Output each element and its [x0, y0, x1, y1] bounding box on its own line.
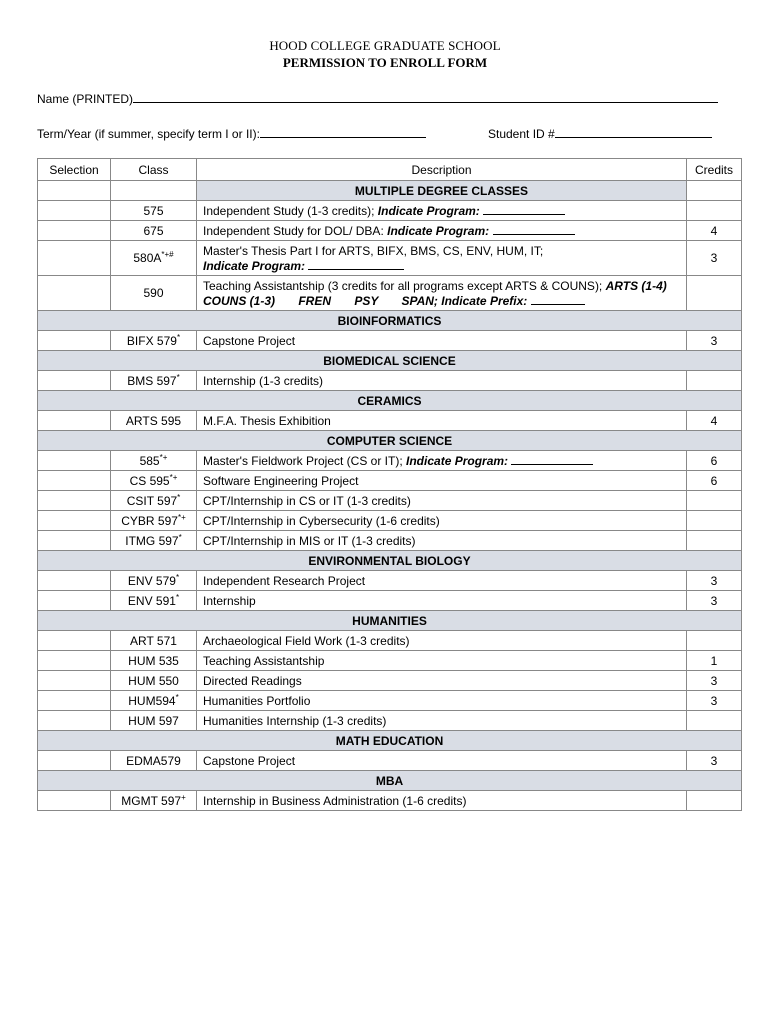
table-row: [38, 691, 742, 711]
credits-cell: 3: [687, 591, 742, 611]
class-cell: [111, 531, 197, 551]
credits-cell: 3: [687, 671, 742, 691]
selection-cell[interactable]: [38, 276, 111, 311]
class-code: HUM 597: [128, 713, 179, 728]
table-row: [38, 711, 742, 731]
name-field-row: [37, 90, 718, 106]
description-cell: [197, 571, 687, 591]
description-text: Archaeological Field Work (1-3 credits): [203, 633, 410, 648]
class-cell: [111, 241, 197, 276]
header-description: Description: [197, 159, 687, 181]
credits-cell: [687, 371, 742, 391]
class-footnote-mark: *: [175, 692, 179, 702]
program-blank-line[interactable]: [493, 223, 575, 235]
description-text: Capstone Project: [203, 333, 296, 348]
description-cell: [197, 711, 687, 731]
table-row: [38, 201, 742, 221]
table-row: [38, 221, 742, 241]
class-code: BMS 597: [127, 373, 177, 388]
section-title: CERAMICS: [38, 391, 742, 411]
section-header-row: [38, 311, 742, 331]
section-header-row: [38, 731, 742, 751]
class-cell: [111, 591, 197, 611]
class-cell: [111, 791, 197, 811]
class-code: HUM 550: [128, 673, 179, 688]
selection-cell[interactable]: [38, 471, 111, 491]
description-cell: [197, 531, 687, 551]
term-label: Term/Year (if summer, specify term I or II):: [37, 127, 260, 141]
class-footnote-mark: *+: [169, 472, 178, 482]
table-header-row: [38, 159, 742, 181]
class-cell: [111, 491, 197, 511]
description-text: Independent Research Project: [203, 573, 366, 588]
description-cell: [197, 491, 687, 511]
description-cell: [197, 371, 687, 391]
section-title: MATH EDUCATION: [38, 731, 742, 751]
class-cell: [111, 511, 197, 531]
table-row: [38, 371, 742, 391]
description-text: CPT/Internship in CS or IT (1-3 credits): [203, 493, 411, 508]
class-footnote-mark: *: [175, 592, 180, 602]
table-row: [38, 411, 742, 431]
class-code: 585: [139, 453, 160, 468]
description-cell: [197, 691, 687, 711]
program-blank-line[interactable]: [483, 203, 565, 215]
description-text: Capstone Project: [203, 753, 296, 768]
section-header-row: [38, 611, 742, 631]
class-code: HUM 535: [128, 653, 179, 668]
description-text: CPT/Internship in Cybersecurity (1-6 credits): [203, 513, 440, 528]
section-header-row: [38, 181, 742, 201]
class-code: 575: [143, 203, 164, 218]
table-row: [38, 671, 742, 691]
class-cell: [111, 671, 197, 691]
header-class: Class: [111, 159, 197, 181]
description-text: Internship in Business Administration (1-6 credits): [203, 793, 467, 808]
class-code: ENV 579: [127, 573, 176, 588]
class-footnote-mark: *+#: [161, 250, 174, 259]
table-row: [38, 791, 742, 811]
description-cell: [197, 221, 687, 241]
class-code: BIFX 579: [126, 333, 177, 348]
form-title: PERMISSION TO ENROLL FORM: [282, 55, 488, 70]
description-text: Software Engineering Project: [203, 473, 359, 488]
class-code: ENV 591: [127, 593, 176, 608]
class-code: CYBR 597: [121, 513, 178, 528]
section-header-row: [38, 351, 742, 371]
description-cell: [197, 201, 687, 221]
table-row: [38, 511, 742, 531]
description-cell: [197, 411, 687, 431]
italic-instruction: Indicate Program:: [203, 258, 306, 273]
italic-instruction: Indicate Program:: [406, 454, 509, 468]
credits-cell: 3: [687, 331, 742, 351]
class-code: ITMG 597: [125, 533, 179, 548]
selection-cell[interactable]: [38, 371, 111, 391]
selection-cell[interactable]: [38, 711, 111, 731]
credits-cell: 3: [687, 751, 742, 771]
class-footnote-mark: *: [177, 492, 181, 502]
term-input-line[interactable]: [260, 125, 426, 138]
header-credits: Credits: [687, 159, 742, 181]
class-cell: [111, 631, 197, 651]
section-blank-cell: [111, 181, 197, 201]
credits-cell: [687, 711, 742, 731]
class-code: HUM594: [128, 693, 176, 708]
class-cell: [111, 276, 197, 311]
credits-cell: [687, 631, 742, 651]
selection-cell[interactable]: [38, 511, 111, 531]
credits-cell: [687, 531, 742, 551]
class-cell: [111, 201, 197, 221]
selection-cell[interactable]: [38, 221, 111, 241]
selection-cell[interactable]: [38, 451, 111, 471]
class-footnote-mark: *: [178, 532, 182, 542]
description-text: CPT/Internship in MIS or IT (1-3 credits): [203, 533, 416, 548]
description-cell: [197, 276, 687, 311]
section-title: BIOINFORMATICS: [38, 311, 742, 331]
class-cell: [111, 411, 197, 431]
table-row: [38, 531, 742, 551]
prefix-blank-line[interactable]: [531, 293, 585, 305]
table-row: [38, 276, 742, 311]
program-blank-line[interactable]: [511, 453, 593, 465]
description-cell: [197, 471, 687, 491]
description-cell: [197, 651, 687, 671]
section-title: BIOMEDICAL SCIENCE: [38, 351, 742, 371]
class-code: ART 571: [130, 633, 177, 648]
italic-instruction-2: COUNS (1-3) FREN PSY SPAN; Indicate Prefix:: [203, 293, 528, 308]
name-label: Name (PRINTED): [37, 92, 134, 106]
class-code: 675: [143, 223, 164, 238]
description-text: Internship: [203, 593, 256, 608]
class-code: ARTS 595: [125, 413, 182, 428]
selection-cell[interactable]: [38, 201, 111, 221]
class-code: CS 595: [129, 473, 170, 488]
description-text: Teaching Assistantship (3 credits for all programs except ARTS & COUNS);: [203, 278, 603, 293]
description-cell: [197, 331, 687, 351]
term-field-row: [37, 125, 426, 141]
credits-cell: 3: [687, 571, 742, 591]
selection-cell[interactable]: [38, 571, 111, 591]
selection-cell[interactable]: [38, 241, 111, 276]
header-selection: Selection: [38, 159, 111, 181]
section-title: HUMANITIES: [38, 611, 742, 631]
class-cell: [111, 711, 197, 731]
credits-cell: 4: [687, 221, 742, 241]
class-cell: [111, 221, 197, 241]
credits-cell: 3: [687, 691, 742, 711]
description-text: M.F.A. Thesis Exhibition: [203, 413, 331, 428]
credits-cell: 6: [687, 471, 742, 491]
description-cell: [197, 241, 687, 276]
class-cell: [111, 651, 197, 671]
italic-instruction: Indicate Program:: [387, 224, 490, 238]
credits-cell: 6: [687, 451, 742, 471]
class-code: MGMT 597: [121, 793, 182, 808]
description-text: Humanities Internship (1-3 credits): [203, 713, 387, 728]
selection-cell[interactable]: [38, 691, 111, 711]
selection-cell[interactable]: [38, 631, 111, 651]
description-text: Master's Fieldwork Project (CS or IT);: [203, 454, 403, 468]
table-row: [38, 631, 742, 651]
class-cell: [111, 571, 197, 591]
description-text: Humanities Portfolio: [203, 693, 311, 708]
course-table: [37, 158, 742, 811]
selection-cell[interactable]: [38, 751, 111, 771]
description-text: Internship (1-3 credits): [203, 373, 324, 388]
class-footnote-mark: +: [181, 792, 186, 802]
selection-cell[interactable]: [38, 331, 111, 351]
class-footnote-mark: *: [176, 372, 180, 382]
description-cell: [197, 511, 687, 531]
description-text: Teaching Assistantship: [203, 653, 325, 668]
description-cell: [197, 451, 687, 471]
section-blank-cell: [687, 181, 742, 201]
selection-cell[interactable]: [38, 651, 111, 671]
description-text: Independent Study for DOL/ DBA:: [203, 224, 384, 238]
class-footnote-mark: *+: [159, 452, 168, 462]
table-row: [38, 491, 742, 511]
class-code: CSIT 597: [126, 493, 178, 508]
credits-cell: 1: [687, 651, 742, 671]
credits-cell: [687, 491, 742, 511]
credits-cell: [687, 791, 742, 811]
student-id-label: Student ID #: [488, 127, 555, 141]
selection-cell[interactable]: [38, 671, 111, 691]
table-row: [38, 471, 742, 491]
italic-instruction: Indicate Program:: [377, 204, 480, 218]
class-code: EDMA579: [126, 753, 181, 768]
selection-cell[interactable]: [38, 531, 111, 551]
description-cell: [197, 671, 687, 691]
description-cell: [197, 591, 687, 611]
class-cell: [111, 371, 197, 391]
table-row: [38, 451, 742, 471]
description-cell: [197, 751, 687, 771]
table-row: [38, 651, 742, 671]
credits-cell: [687, 276, 742, 311]
description-cell: [197, 791, 687, 811]
class-cell: [111, 471, 197, 491]
credits-cell: [687, 201, 742, 221]
class-cell: [111, 691, 197, 711]
class-footnote-mark: *+: [177, 512, 186, 522]
section-header-row: [38, 551, 742, 571]
table-row: [38, 751, 742, 771]
section-title: COMPUTER SCIENCE: [38, 431, 742, 451]
description-cell: [197, 631, 687, 651]
class-cell: [111, 331, 197, 351]
italic-instruction: ARTS (1-4): [605, 278, 667, 293]
description-text: Master's Thesis Part I for ARTS, BIFX, BMS, CS, ENV, HUM, IT;: [203, 243, 544, 258]
class-cell: [111, 451, 197, 471]
section-title: MULTIPLE DEGREE CLASSES: [197, 181, 687, 201]
section-header-row: [38, 391, 742, 411]
table-row: [38, 591, 742, 611]
school-name: HOOD COLLEGE GRADUATE SCHOOL: [269, 38, 501, 53]
section-header-row: [38, 431, 742, 451]
description-text: Directed Readings: [203, 673, 302, 688]
class-cell: [111, 751, 197, 771]
selection-cell[interactable]: [38, 591, 111, 611]
section-header-row: [38, 771, 742, 791]
class-code: 580A: [133, 251, 162, 265]
name-input-line[interactable]: [133, 90, 718, 103]
table-row: [38, 331, 742, 351]
section-blank-cell: [38, 181, 111, 201]
student-id-row: [488, 125, 712, 141]
section-title: ENVIRONMENTAL BIOLOGY: [38, 551, 742, 571]
table-row: [38, 571, 742, 591]
credits-cell: 3: [687, 241, 742, 276]
program-blank-line[interactable]: [308, 258, 404, 270]
student-id-input-line[interactable]: [555, 125, 712, 138]
class-code: 590: [143, 286, 164, 300]
table-row: [38, 241, 742, 276]
selection-cell[interactable]: [38, 491, 111, 511]
selection-cell[interactable]: [38, 791, 111, 811]
selection-cell[interactable]: [38, 411, 111, 431]
credits-cell: 4: [687, 411, 742, 431]
section-title: MBA: [38, 771, 742, 791]
description-text: Independent Study (1-3 credits);: [203, 204, 375, 218]
credits-cell: [687, 511, 742, 531]
class-footnote-mark: *: [175, 572, 180, 582]
class-footnote-mark: *: [176, 332, 181, 342]
